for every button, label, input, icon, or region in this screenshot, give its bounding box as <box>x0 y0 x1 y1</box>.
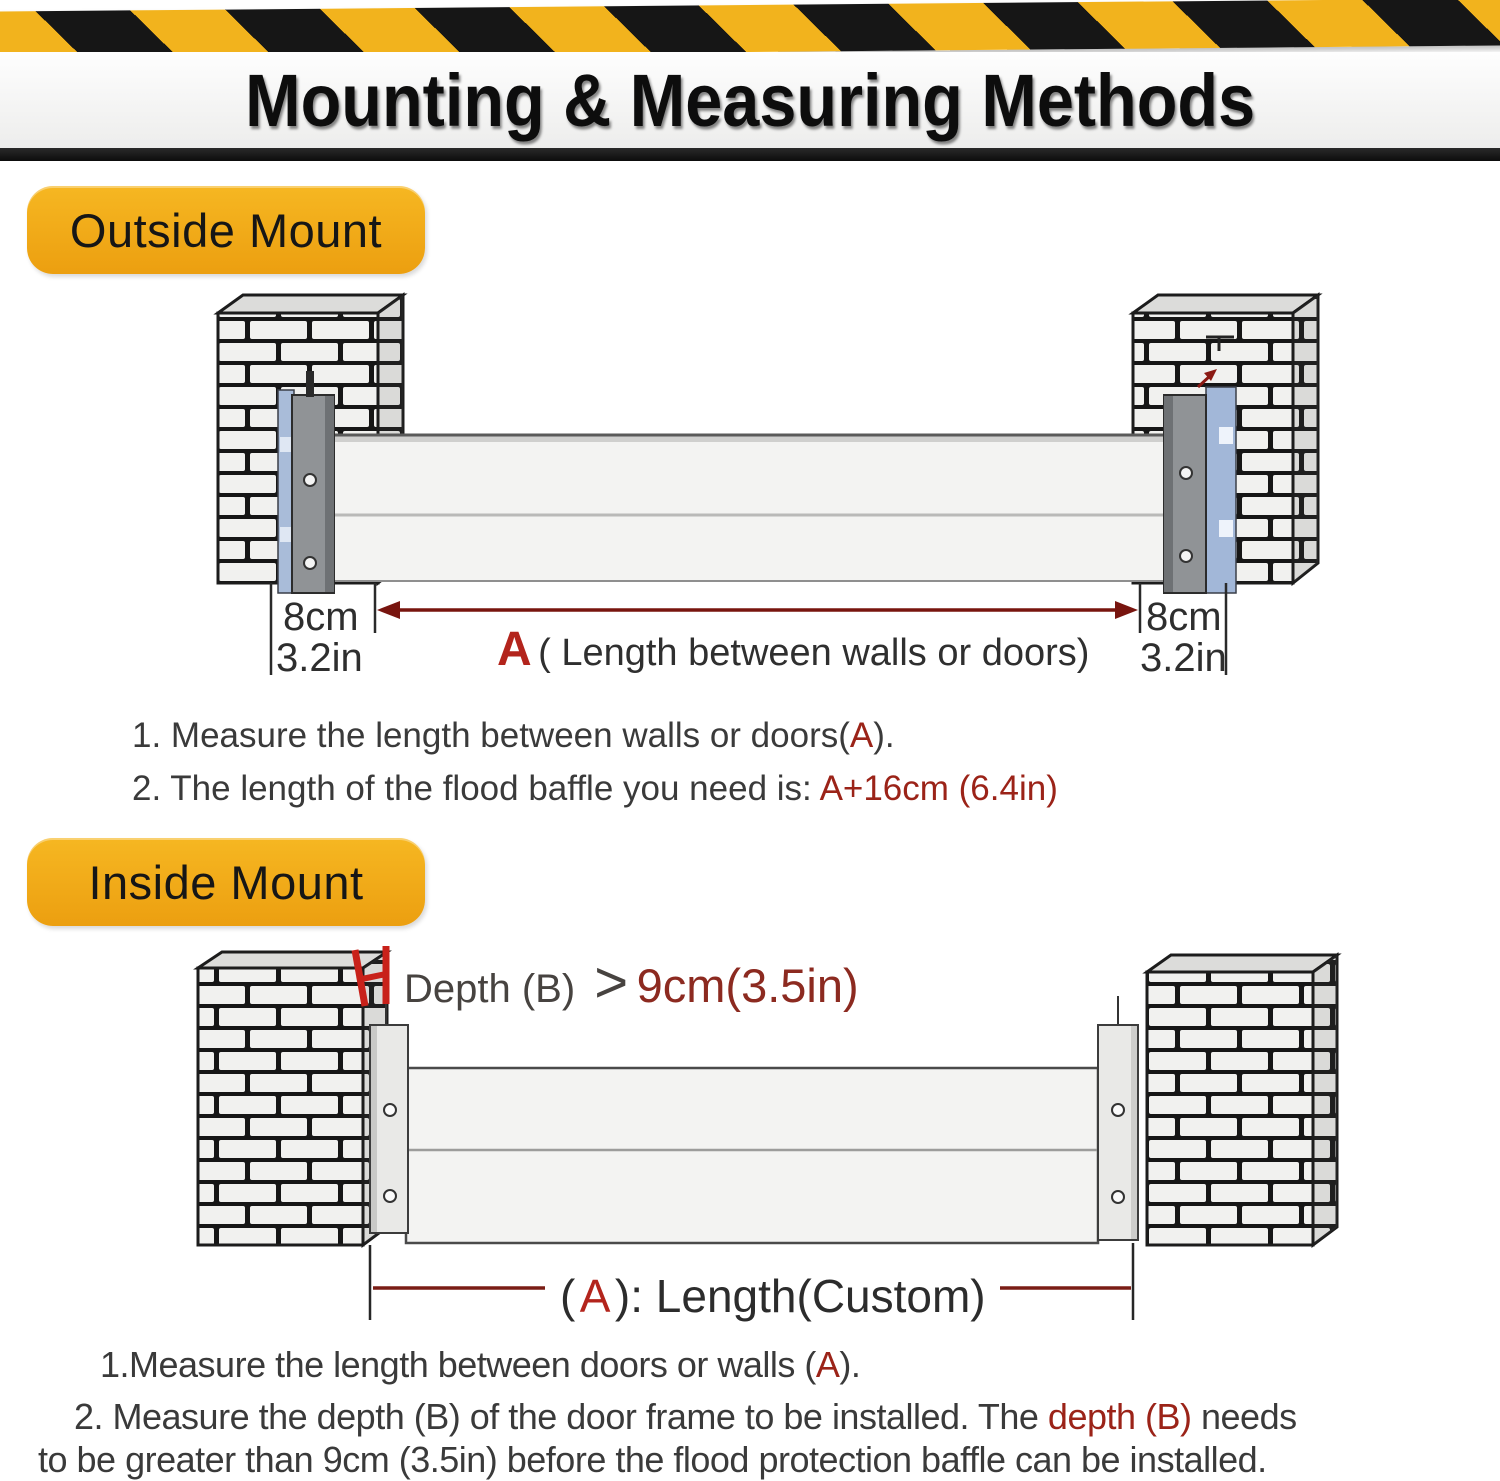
inside-mount-diagram <box>0 940 1500 1475</box>
left-offset-cm: 8cm <box>283 595 359 639</box>
depth-note: Depth (B) > 9cm(3.5in) <box>404 950 859 1015</box>
caution-tape <box>0 0 1500 59</box>
outside-step-1: 1. Measure the length between walls or doors(A). <box>132 716 895 755</box>
span-label: A ( Length between walls or doors) <box>497 623 1090 676</box>
length-note: ( A ): Length(Custom) <box>560 1270 986 1322</box>
right-offset-cm: 8cm <box>1146 595 1222 639</box>
inside-mount-label-text: Inside Mount <box>88 855 364 909</box>
page-title: Mounting & Measuring Methods <box>244 58 1256 142</box>
flood-baffle <box>334 435 1164 581</box>
dimension-annotation-A <box>271 583 1227 680</box>
dimension-annotation-length <box>370 1243 1133 1322</box>
brick-pillar-left <box>198 952 387 1245</box>
mounting-bracket-left <box>278 371 334 593</box>
inside-step-1: 1.Measure the length between doors or walls (A). <box>100 1344 861 1385</box>
title-band <box>0 52 1500 148</box>
inside-step-2-line-2: to be greater than 9cm (3.5in) before the flood protection baffle can be installed. <box>38 1439 1267 1480</box>
outside-mount-label <box>27 186 425 274</box>
flood-baffle <box>406 1068 1098 1243</box>
outside-mount-label-text: Outside Mount <box>69 203 383 257</box>
divider-bar <box>0 148 1500 161</box>
outside-mount-diagram <box>0 275 1500 705</box>
mounting-rail-right <box>1098 996 1138 1240</box>
inside-mount-label <box>27 838 425 926</box>
mounting-bracket-right <box>1164 369 1236 593</box>
brick-pillar-right <box>1147 955 1337 1245</box>
outside-step-2: 2. The length of the flood baffle you need is: A+16cm (6.4in) <box>132 769 1058 808</box>
inside-step-2-line-1: 2. Measure the depth (B) of the door frame to be installed. The depth (B) needs <box>74 1396 1297 1437</box>
left-offset-in: 3.2in <box>276 636 363 680</box>
right-offset-in: 3.2in <box>1140 636 1227 680</box>
